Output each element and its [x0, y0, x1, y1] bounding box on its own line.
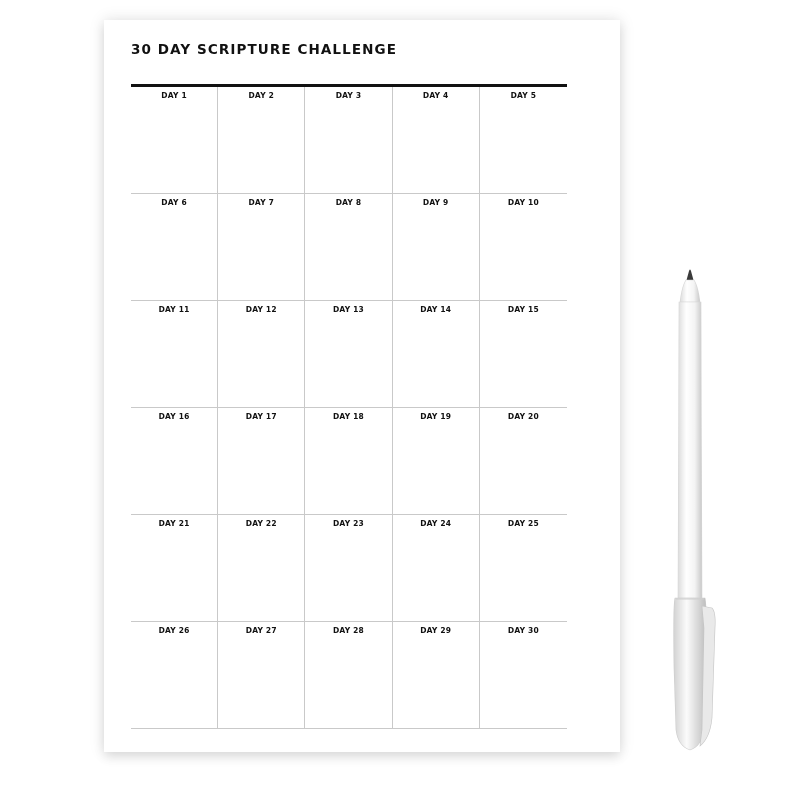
day-cell: [393, 301, 480, 408]
day-cell: [305, 194, 392, 301]
day-cell: [305, 301, 392, 408]
day-label: DAY 9: [422, 198, 449, 207]
day-label: DAY 20: [507, 412, 539, 421]
day-label: DAY 1: [161, 91, 187, 100]
day-cell: [480, 194, 567, 301]
day-label: DAY 24: [420, 519, 452, 528]
day-label: DAY 14: [420, 305, 452, 314]
day-label: DAY 26: [158, 626, 190, 635]
day-label: DAY 10: [507, 198, 539, 207]
planner-title: 30 DAY SCRIPTURE CHALLENGE: [131, 42, 398, 58]
day-label: DAY 27: [245, 626, 277, 635]
day-cell: [305, 87, 392, 194]
day-label: DAY 25: [507, 519, 539, 528]
day-cell: [131, 194, 218, 301]
day-label: DAY 5: [510, 91, 537, 100]
day-label: DAY 11: [158, 305, 190, 314]
day-cell: [393, 622, 480, 729]
day-cell: [393, 194, 480, 301]
day-label: DAY 22: [245, 519, 277, 528]
day-cell: [393, 408, 480, 515]
day-label: DAY 21: [158, 519, 190, 528]
day-cell: [305, 408, 392, 515]
day-cell: [480, 87, 567, 194]
day-cell: [393, 87, 480, 194]
day-cell: [393, 515, 480, 622]
day-cell: [218, 515, 305, 622]
day-label: DAY 4: [422, 91, 449, 100]
day-cell: [218, 301, 305, 408]
day-label: DAY 6: [161, 198, 187, 207]
day-cell: [480, 515, 567, 622]
day-grid: [131, 87, 567, 729]
day-label: DAY 12: [245, 305, 277, 314]
day-label: DAY 18: [332, 412, 364, 421]
day-label: DAY 2: [248, 91, 275, 100]
day-cell: [218, 622, 305, 729]
day-cell: [131, 87, 218, 194]
day-label: DAY 3: [335, 91, 362, 100]
planner-sheet: [104, 20, 620, 752]
day-label: DAY 30: [507, 626, 539, 635]
day-label: DAY 16: [158, 412, 190, 421]
day-cell: [305, 622, 392, 729]
day-cell: [131, 301, 218, 408]
day-label: DAY 28: [332, 626, 364, 635]
day-cell: [131, 408, 218, 515]
day-cell: [218, 87, 305, 194]
day-label: DAY 15: [507, 305, 539, 314]
day-cell: [305, 515, 392, 622]
day-label: DAY 13: [332, 305, 364, 314]
day-label: DAY 17: [245, 412, 277, 421]
pen-icon: [658, 268, 728, 758]
day-cell: [480, 301, 567, 408]
day-cell: [131, 515, 218, 622]
day-cell: [218, 408, 305, 515]
day-label: DAY 19: [420, 412, 452, 421]
day-label: DAY 7: [248, 198, 275, 207]
day-label: DAY 29: [420, 626, 452, 635]
day-cell: [218, 194, 305, 301]
day-label: DAY 23: [332, 519, 364, 528]
day-cell: [480, 408, 567, 515]
day-cell: [480, 622, 567, 729]
day-cell: [131, 622, 218, 729]
day-label: DAY 8: [335, 198, 362, 207]
